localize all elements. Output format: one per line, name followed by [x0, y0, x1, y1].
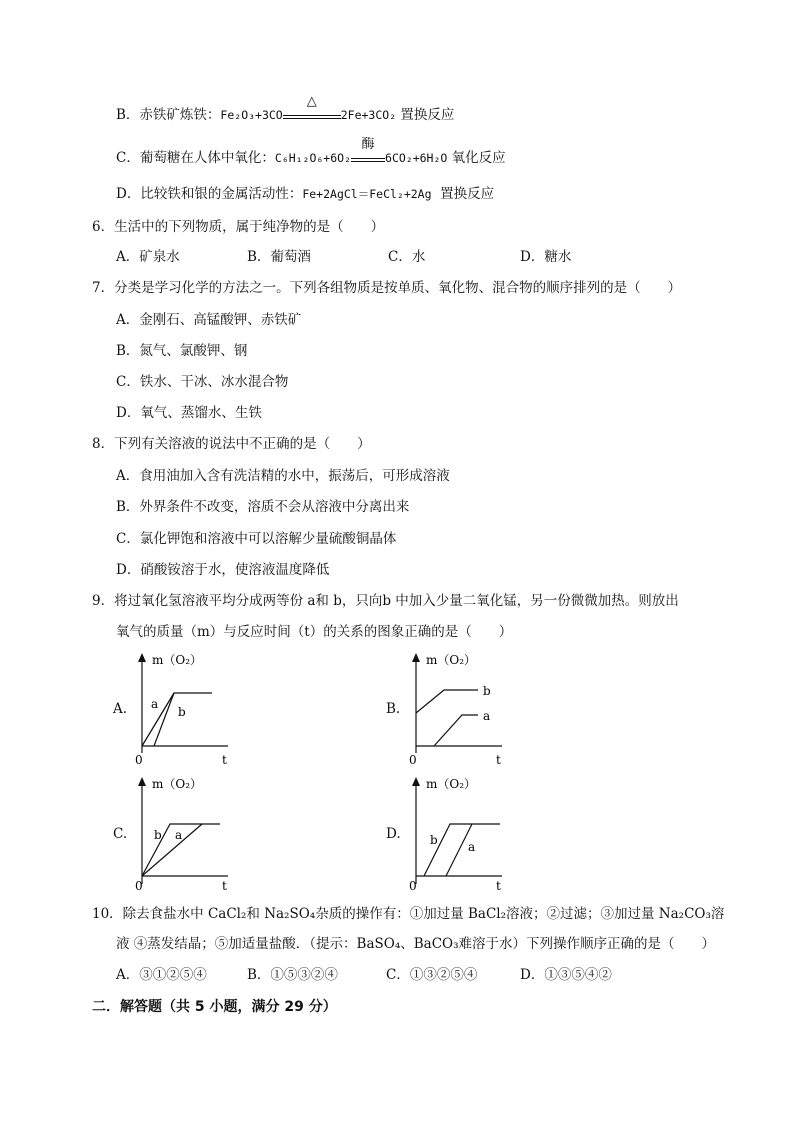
section-heading: 二．解答题（共 5 小题，满分 29 分） — [92, 999, 337, 1015]
q8-option-c[interactable]: C．氯化钾饱和溶液中可以溶解少量硫酸铜晶体 — [116, 531, 397, 547]
x-axis-label: t — [496, 879, 501, 893]
q6-option-d[interactable]: D．糖水 — [520, 249, 572, 265]
q7-option-d[interactable]: D．氧气、蒸馏水、生铁 — [116, 405, 262, 421]
curve-a — [434, 715, 478, 746]
q6-option-c[interactable]: C．水 — [388, 249, 426, 265]
q6-option-b[interactable]: B．葡萄酒 — [247, 249, 311, 265]
reaction-condition-heat: △ — [283, 107, 341, 119]
q6-stem: 6．生活中的下列物质，属于纯净物的是（ ） — [92, 219, 385, 235]
y-axis-arrow — [138, 653, 146, 662]
q9-graph-a[interactable] — [130, 648, 240, 770]
q6-option-a[interactable]: A．矿泉水 — [116, 249, 180, 265]
origin-label: 0 — [409, 753, 417, 767]
q9-graph-c[interactable] — [130, 772, 240, 894]
x-axis-label: t — [222, 879, 227, 893]
q5-option-d: D．比较铁和银的金属活动性：Fe+2AgCl＝FeCl₂+2Ag 置换反应 — [116, 186, 495, 202]
q9-option-d-label[interactable]: D. — [386, 826, 401, 842]
q10-stem-line1: 10．除去食盐水中 CaCl₂和 Na₂SO₄杂质的操作有：①加过量 BaCl₂溶液；②过滤；③加过量 Na₂CO₃溶 — [92, 906, 725, 922]
y-axis-arrow — [412, 777, 420, 786]
q7-option-c[interactable]: C．铁水、干冰、冰水混合物 — [116, 374, 289, 390]
y-axis-label: m（O₂） — [152, 777, 203, 791]
series-a-label: a — [175, 828, 183, 842]
q9-stem-line2: 氧气的质量（m）与反应时间（t）的关系的图象正确的是（ ） — [116, 624, 513, 640]
series-a-label: a — [468, 840, 476, 854]
q9-option-b-label[interactable]: B. — [386, 701, 401, 717]
y-axis-label: m（O₂） — [426, 653, 477, 667]
q8-stem: 8．下列有关溶液的说法中不正确的是（ ） — [92, 436, 371, 452]
q10-option-c[interactable]: C．①③②⑤④ — [386, 967, 478, 983]
q7-option-a[interactable]: A．金刚石、高锰酸钾、赤铁矿 — [116, 312, 302, 328]
origin-label: 0 — [135, 753, 143, 767]
q9-graph-b[interactable] — [404, 648, 514, 770]
x-axis-label: t — [496, 753, 501, 767]
q8-option-d[interactable]: D．硝酸铵溶于水，使溶液温度降低 — [116, 562, 330, 578]
q10-option-b[interactable]: B．①⑤③②④ — [247, 967, 338, 983]
q10-option-a[interactable]: A．③①②⑤④ — [116, 967, 207, 983]
curve-b — [416, 690, 478, 713]
q10-stem-line2: 液 ④蒸发结晶；⑤加适量盐酸．（提示：BaSO₄、BaCO₃难溶于水）下列操作顺序正确的是（ ） — [116, 936, 716, 952]
q9-option-a-label[interactable]: A. — [113, 701, 128, 717]
series-b-label: b — [178, 705, 186, 719]
q8-option-b[interactable]: B．外界条件不改变，溶质不会从溶液中分离出来 — [116, 499, 410, 515]
series-b-label: b — [430, 833, 438, 847]
x-axis-label: t — [222, 753, 227, 767]
curve-b — [424, 824, 500, 876]
y-axis-label: m（O₂） — [426, 777, 477, 791]
q7-option-b[interactable]: B．氮气、氯酸钾、钢 — [116, 343, 248, 359]
reaction-condition-enzyme: 酶 — [351, 150, 385, 162]
curve-a — [142, 824, 202, 876]
q8-option-a[interactable]: A．食用油加入含有洗洁精的水中，振荡后，可形成溶液 — [116, 468, 450, 484]
series-b-label: b — [483, 684, 491, 698]
q10-option-d[interactable]: D．①③⑤④② — [520, 967, 612, 983]
origin-label: 0 — [409, 879, 417, 893]
series-a-label: a — [151, 697, 159, 711]
series-a-label: a — [483, 709, 491, 723]
series-b-label: b — [154, 828, 162, 842]
q9-stem-line1: 9．将过氧化氢溶液平均分成两等份 a和 b，只向b 中加入少量二氧化锰，另一份微微加热。则放出 — [92, 593, 679, 609]
q7-stem: 7．分类是学习化学的方法之一。下列各组物质是按单质、氧化物、混合物的顺序排列的是（ ） — [92, 280, 682, 296]
q5-option-c: C．葡萄糖在人体中氧化：C₆H₁₂O₆+6O₂ 酶 6CO₂+6H₂O 氧化反应 — [116, 137, 506, 166]
y-axis-label: m（O₂） — [152, 653, 203, 667]
q9-graph-d[interactable] — [404, 772, 514, 894]
y-axis-arrow — [138, 777, 146, 786]
y-axis-arrow — [412, 653, 420, 662]
origin-label: 0 — [135, 879, 143, 893]
q5-option-b: B．赤铁矿炼铁：Fe₂O₃+3CO △ 2Fe+3CO₂ 置换反应 — [116, 94, 455, 123]
q9-option-c-label[interactable]: C. — [113, 826, 128, 842]
